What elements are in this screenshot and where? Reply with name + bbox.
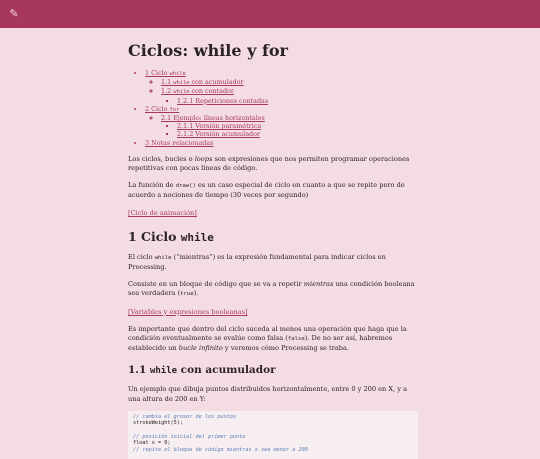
page-title: Ciclos: while y for [128, 41, 288, 60]
toc-link-while-contador[interactable]: 1.2 while con contador [161, 87, 234, 96]
body-paragraph: Un ejemplo que dibuja puntos distribuidos horizontalmente, entre 0 y 200 en X, y a una altura de 200 en Y: [128, 385, 408, 403]
variables-booleanas-link[interactable]: [Variables y expresiones booleanas] [128, 307, 248, 316]
code-line: strokeWeight(5); [133, 420, 183, 427]
toc-link-ciclo-for[interactable]: 2 Ciclo for [145, 104, 180, 113]
code-comment: // cambia el grosor de los puntos [133, 413, 237, 420]
toc-link-while-acumulador[interactable]: 1.1 while con acumulador [161, 78, 244, 87]
link-paragraph [128, 209, 418, 218]
body-paragraph: Consiste en un bloque de código que se va a repetir mientras una condición booleana sea verdadera (true). [128, 280, 415, 298]
toc-item [177, 130, 418, 138]
toc-item [145, 139, 418, 147]
code-comment: // repite el bloque de código mientras x sea menor a 200 [133, 446, 308, 453]
code-line: float x = 0; [133, 440, 171, 447]
code-block [128, 411, 418, 459]
toc-link-acumulador[interactable]: 2.1.2 Versión acumulador [177, 130, 261, 139]
toc-item [145, 105, 418, 139]
toc-item [161, 78, 418, 87]
toc-item [145, 69, 418, 105]
toc-link-parametrica[interactable]: 2.1.1 Versión paramétrica [177, 122, 262, 131]
ciclo-animacion-link[interactable]: [Ciclo de animación] [128, 208, 197, 217]
toc-item [161, 87, 418, 104]
top-bar [0, 0, 540, 28]
toc-link-repeticiones[interactable]: 1.2.1 Repeticiones contadas [177, 96, 269, 105]
subsection-heading-while-acumulador: 1.1 while con acumulador [128, 364, 276, 377]
body-paragraph: Es importante que dentro del ciclo suceda al menos una operación que haga que la condición eventualmente se evalúe como falsa (false). De no ser así, habremos establecido un bucle infinito y veremos cómo Processing se traba. [128, 324, 407, 353]
main-content [128, 40, 418, 459]
toc-link-notas[interactable]: 3 Notas relacionadas [145, 138, 214, 147]
pencil-logo-icon[interactable]: ✎ [9, 7, 19, 20]
toc-link-lineas-horizontales[interactable]: 2.1 Ejemplo: líneas horizontales [161, 114, 265, 123]
intro-paragraph: La función de draw() es un caso especial de ciclo en cuanto a que se repite pero de acuerdo a nociones de tiempo (30 veces por segundo) [128, 181, 405, 200]
code-line [133, 427, 413, 434]
table-of-contents [128, 69, 418, 147]
intro-paragraph: Los ciclos, bucles o loops son expresiones que nos permiten programar operaciones repetitivas con pocas líneas de código. [128, 154, 410, 173]
body-paragraph: El ciclo while (“mientras”) es la expresión fundamental para indicar ciclos en Processing. [128, 252, 386, 272]
section-heading-ciclo-while: 1 Ciclo while [128, 228, 214, 244]
code-comment: // posición inicial del primer punto [133, 433, 246, 440]
toc-item [177, 122, 418, 130]
link-paragraph [128, 308, 418, 317]
toc-link-ciclo-while[interactable]: 1 Ciclo while [145, 69, 186, 77]
toc-item [161, 114, 418, 139]
toc-item [177, 97, 418, 105]
